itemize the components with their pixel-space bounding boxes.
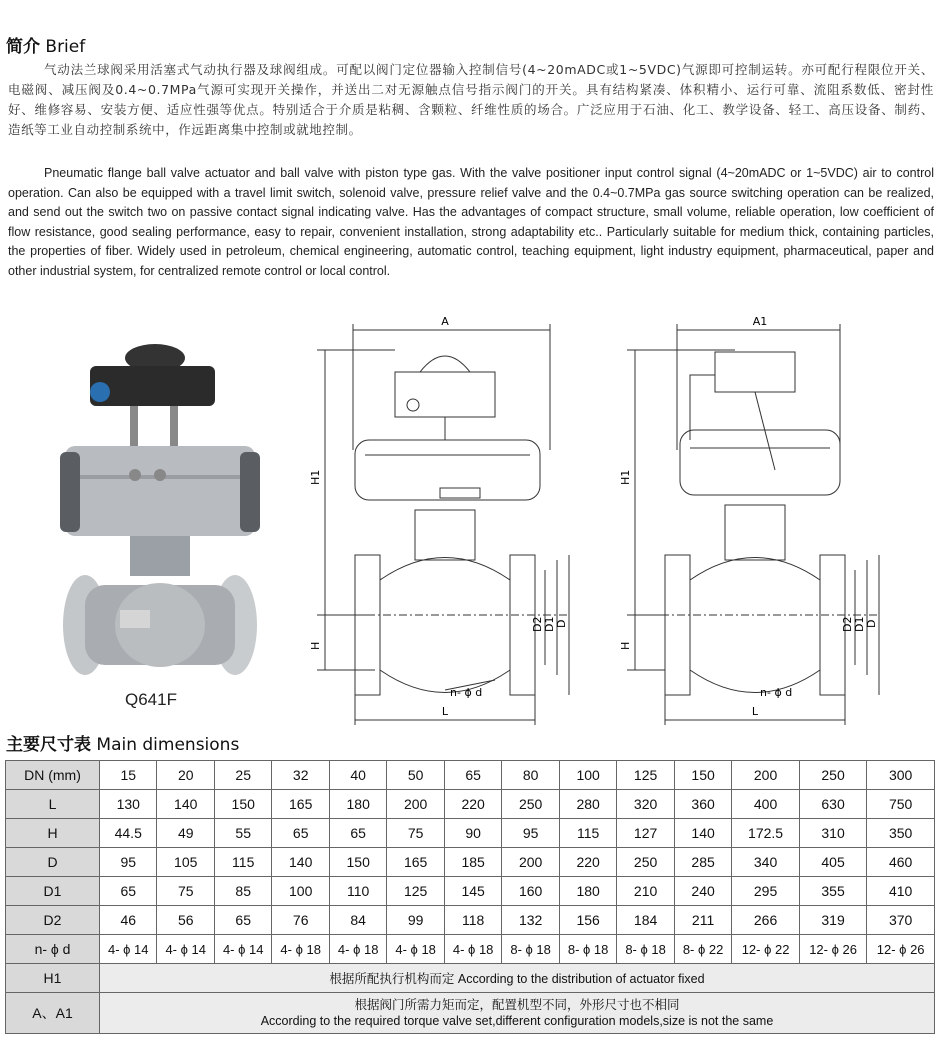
table-cell: 84 <box>329 906 386 935</box>
label-a: A <box>441 315 449 328</box>
label-l-2: L <box>751 705 759 718</box>
table-cell: 40 <box>329 761 386 790</box>
table-cell: 285 <box>674 848 731 877</box>
valve-photo <box>60 330 260 675</box>
table-cell: 32 <box>272 761 329 790</box>
table-cell: 65 <box>444 761 501 790</box>
dimension-drawing-a <box>295 310 595 730</box>
table-row <box>6 819 935 848</box>
row-header: L <box>6 790 100 819</box>
table-cell: 99 <box>387 906 444 935</box>
brief-text-cn: 气动法兰球阀采用活塞式气动执行器及球阀组成。可配以阀门定位器输入控制信号(4~20mADC或1~5VDC)气源即可控制运转。亦可配行程限位开关、电磁阀、减压阀及0.4~0.7MPa气源可实现开关操作，并送出二对无源触点信号指示阀门的开关。具有结构紧凑、体积精小、运行可靠、流阻系数低、密封性好、维修容易、安装方便、适应性强等优点。特别适合于介质是粘稠、含颗粒、纤维性质的场合。广泛应用于石油、化工、教学设备、轻工、高压设备、制药、造纸等工业自动控制系统中，作远距离集中控制或就地控制。 <box>8 62 934 137</box>
table-row <box>6 761 935 790</box>
table-cell: 25 <box>214 761 271 790</box>
table-cell: 8- ϕ 18 <box>559 935 616 964</box>
table-cell: 8- ϕ 18 <box>617 935 674 964</box>
table-cell: 310 <box>799 819 867 848</box>
table-cell: 150 <box>329 848 386 877</box>
label-h1: H1 <box>309 469 322 485</box>
table-cell: 50 <box>387 761 444 790</box>
table-cell: 110 <box>329 877 386 906</box>
dimensions-title: 主要尺寸表 Main dimensions <box>6 735 240 755</box>
table-row <box>6 848 935 877</box>
label-d2: D2 <box>531 616 544 632</box>
table-cell: 250 <box>617 848 674 877</box>
table-cell: 90 <box>444 819 501 848</box>
table-cell: 280 <box>559 790 616 819</box>
brief-text-en: Pneumatic flange ball valve actuator and ball valve with piston type gas. With the valve positioner input control signal (4~20mADC or 1~5VDC) air to control operation. Can also be equipped with a travel limit switch, solenoid valve, pressure relief valve and the 0.4~0.7MPa gas source switching operation can be realized, and send out the switch two on passive contact signal indicating valve. Has the advantages of compact structure, small volume, reliable operation, low coefficient of flow resistance, good sealing performance, easy to repair, convenient installation, strong adaptability etc.. Particularly suitable for medium thick, containing particles, the properties of fiber. Widely used in petroleum, chemical engineering, automatic control, teaching equipment, light industry equipment, pharmaceutical, paper and other industrial system, for centralized remote control or local control. <box>8 166 934 278</box>
table-cell: 46 <box>100 906 157 935</box>
table-cell: 211 <box>674 906 731 935</box>
table-cell: 250 <box>799 761 867 790</box>
table-cell: 410 <box>867 877 935 906</box>
table-cell: 65 <box>272 819 329 848</box>
table-cell: 165 <box>272 790 329 819</box>
table-row <box>6 877 935 906</box>
table-cell: 125 <box>617 761 674 790</box>
label-a1: A1 <box>752 315 768 328</box>
table-cell: 140 <box>272 848 329 877</box>
table-cell: 750 <box>867 790 935 819</box>
table-cell: 405 <box>799 848 867 877</box>
table-cell: 115 <box>214 848 271 877</box>
table-cell: 56 <box>157 906 214 935</box>
label-l: L <box>441 705 449 718</box>
table-cell: 4- ϕ 14 <box>100 935 157 964</box>
table-cell: 65 <box>100 877 157 906</box>
h1-note: 根据所配执行机构而定 According to the distribution of actuator fixed <box>100 964 935 993</box>
table-cell: 4- ϕ 14 <box>214 935 271 964</box>
label-d1-2: D1 <box>853 616 866 632</box>
table-cell: 105 <box>157 848 214 877</box>
table-cell: 240 <box>674 877 731 906</box>
table-cell: 100 <box>559 761 616 790</box>
table-cell: 350 <box>867 819 935 848</box>
table-cell: 8- ϕ 22 <box>674 935 731 964</box>
table-cell: 118 <box>444 906 501 935</box>
row-header: H1 <box>6 964 100 993</box>
table-cell: 319 <box>799 906 867 935</box>
table-cell: 460 <box>867 848 935 877</box>
table-cell: 80 <box>502 761 559 790</box>
table-cell: 160 <box>502 877 559 906</box>
table-cell: 85 <box>214 877 271 906</box>
table-cell: 172.5 <box>732 819 800 848</box>
table-cell: 65 <box>214 906 271 935</box>
table-cell: 95 <box>100 848 157 877</box>
table-cell: 20 <box>157 761 214 790</box>
table-cell: 130 <box>100 790 157 819</box>
label-nd: n- ϕ d <box>450 686 483 699</box>
table-cell: 150 <box>674 761 731 790</box>
label-d: D <box>555 619 568 628</box>
table-cell: 340 <box>732 848 800 877</box>
label-d-2: D <box>865 619 878 628</box>
table-cell: 360 <box>674 790 731 819</box>
table-cell: 15 <box>100 761 157 790</box>
dimensions-table <box>5 760 935 1034</box>
table-cell: 180 <box>559 877 616 906</box>
table-cell: 250 <box>502 790 559 819</box>
label-h-2: H <box>619 641 632 650</box>
table-cell: 145 <box>444 877 501 906</box>
row-header: DN (mm) <box>6 761 100 790</box>
table-cell: 55 <box>214 819 271 848</box>
table-cell: 100 <box>272 877 329 906</box>
table-cell: 75 <box>387 819 444 848</box>
label-nd-2: n- ϕ d <box>760 686 793 699</box>
label-d2-2: D2 <box>841 616 854 632</box>
table-cell: 12- ϕ 26 <box>867 935 935 964</box>
table-cell: 200 <box>387 790 444 819</box>
table-cell: 76 <box>272 906 329 935</box>
table-cell: 220 <box>559 848 616 877</box>
a-note <box>100 993 935 1034</box>
label-h: H <box>309 641 322 650</box>
table-cell: 140 <box>674 819 731 848</box>
table-cell: 4- ϕ 18 <box>272 935 329 964</box>
table-row <box>6 993 935 1034</box>
table-cell: 370 <box>867 906 935 935</box>
row-header: D2 <box>6 906 100 935</box>
table-cell: 49 <box>157 819 214 848</box>
table-cell: 200 <box>502 848 559 877</box>
row-header: A、A1 <box>6 993 100 1034</box>
table-cell: 295 <box>732 877 800 906</box>
table-cell: 4- ϕ 18 <box>329 935 386 964</box>
a-note-cn: 根据阀门所需力矩而定，配置机型不同，外形尺寸也不相同 <box>354 998 680 1012</box>
table-cell: 65 <box>329 819 386 848</box>
table-cell: 355 <box>799 877 867 906</box>
row-header: D <box>6 848 100 877</box>
table-cell: 140 <box>157 790 214 819</box>
table-cell: 184 <box>617 906 674 935</box>
table-cell: 4- ϕ 18 <box>387 935 444 964</box>
dimension-drawing-a1 <box>615 310 915 730</box>
a-note-en: According to the required torque valve set,different configuration models,size is not the same <box>260 1014 774 1028</box>
table-cell: 300 <box>867 761 935 790</box>
table-cell: 4- ϕ 14 <box>157 935 214 964</box>
table-cell: 4- ϕ 18 <box>444 935 501 964</box>
table-cell: 150 <box>214 790 271 819</box>
table-cell: 630 <box>799 790 867 819</box>
table-cell: 95 <box>502 819 559 848</box>
table-cell: 8- ϕ 18 <box>502 935 559 964</box>
table-cell: 44.5 <box>100 819 157 848</box>
row-header: n- ϕ d <box>6 935 100 964</box>
table-row <box>6 935 935 964</box>
table-cell: 132 <box>502 906 559 935</box>
table-cell: 12- ϕ 26 <box>799 935 867 964</box>
table-row <box>6 964 935 993</box>
table-cell: 200 <box>732 761 800 790</box>
table-cell: 156 <box>559 906 616 935</box>
table-cell: 185 <box>444 848 501 877</box>
row-header: H <box>6 819 100 848</box>
table-cell: 320 <box>617 790 674 819</box>
brief-title: 简介 Brief <box>6 37 86 57</box>
table-cell: 165 <box>387 848 444 877</box>
table-cell: 400 <box>732 790 800 819</box>
row-header: D1 <box>6 877 100 906</box>
table-cell: 115 <box>559 819 616 848</box>
table-cell: 127 <box>617 819 674 848</box>
table-cell: 12- ϕ 22 <box>732 935 800 964</box>
table-cell: 75 <box>157 877 214 906</box>
table-cell: 220 <box>444 790 501 819</box>
table-cell: 266 <box>732 906 800 935</box>
product-model: Q641F <box>125 690 177 709</box>
table-row <box>6 906 935 935</box>
table-row <box>6 790 935 819</box>
label-d1: D1 <box>543 616 556 632</box>
table-cell: 210 <box>617 877 674 906</box>
table-cell: 125 <box>387 877 444 906</box>
table-cell: 180 <box>329 790 386 819</box>
label-h1-2: H1 <box>619 469 632 485</box>
